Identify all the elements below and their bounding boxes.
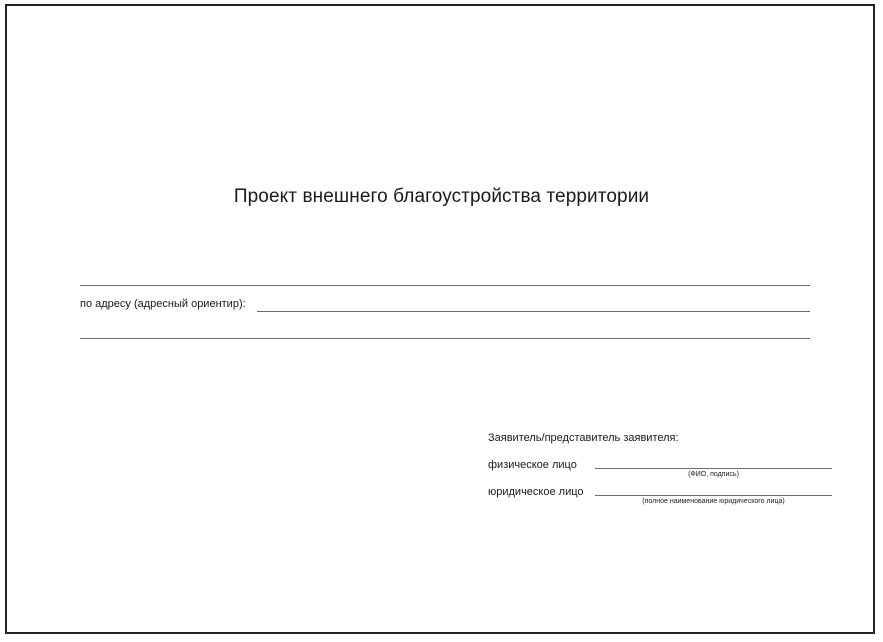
individual-caption: (ФИО, подпись) xyxy=(688,471,739,478)
applicant-heading: Заявитель/представитель заявителя: xyxy=(488,432,679,444)
individual-label: физическое лицо xyxy=(488,459,577,471)
legal-label: юридическое лицо xyxy=(488,486,584,498)
document-frame xyxy=(5,4,875,634)
address-line-bottom xyxy=(80,338,810,339)
address-line-main xyxy=(257,311,810,312)
address-line-top xyxy=(80,285,810,286)
address-label: по адресу (адресный ориентир): xyxy=(80,298,246,310)
legal-caption: (полное наименование юридического лица) xyxy=(642,498,785,505)
legal-name-line xyxy=(595,495,832,496)
individual-signature-line xyxy=(595,468,832,469)
document-title: Проект внешнего благоустройства территории xyxy=(233,186,650,207)
